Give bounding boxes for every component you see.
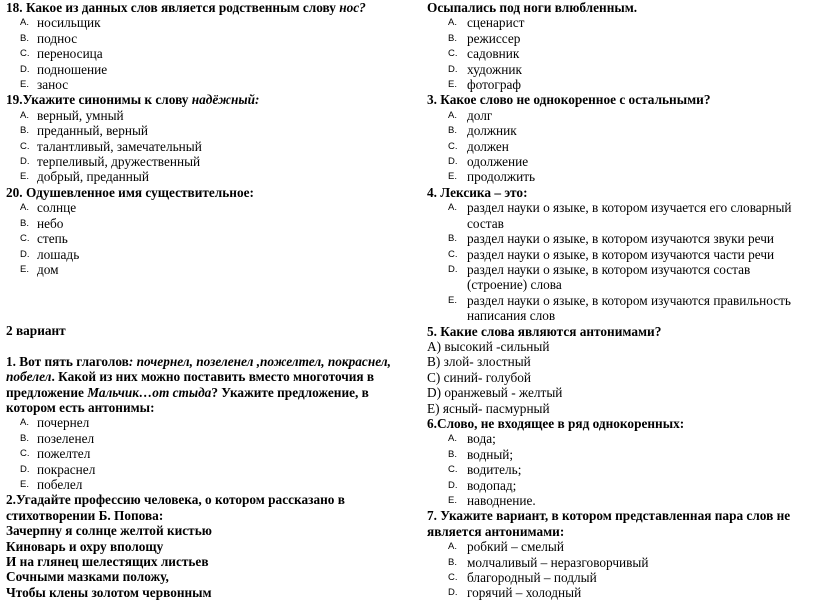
poem-line: Киноварь и охру вполощу — [6, 538, 164, 554]
option-text: позеленел — [37, 430, 95, 446]
option-text: поднос — [37, 30, 78, 46]
option-item — [427, 570, 812, 585]
left-column — [6, 0, 401, 600]
option-letter: C. — [20, 233, 30, 245]
q1-part: ? Укажите предложение, в котором есть антонимы: — [6, 384, 369, 415]
option-text: верный, умный — [37, 107, 124, 123]
option-item — [427, 62, 812, 77]
option-item — [6, 139, 401, 154]
option-item — [427, 585, 812, 600]
option-item — [427, 447, 812, 462]
poem-line: Сочными мазками положу, — [6, 569, 169, 585]
option-item — [6, 262, 401, 277]
option-text-line: (строение) слова — [467, 277, 562, 293]
question-text: 18. Какое из данных слов является родственным слову — [6, 0, 340, 15]
option-text: долг — [467, 107, 493, 123]
poem-line: Чтобы клены золотом червонным — [6, 584, 212, 600]
option-text: одолжение — [467, 154, 529, 170]
option-item — [6, 154, 401, 169]
option-text: вода; — [467, 431, 496, 447]
option-text-line: раздел науки о языке, в котором изучается его словарный — [467, 200, 792, 216]
option-letter: B. — [20, 32, 29, 44]
q1-part: 1. Вот пять глаголов — [6, 353, 129, 369]
option-letter: A. — [448, 202, 457, 214]
option-text: степь — [37, 231, 68, 247]
q1-part: . Какой из них можно поставить вместо многоточия в предложение — [6, 369, 375, 400]
option-item: В) злой- злостный — [427, 354, 531, 370]
option-item — [6, 477, 401, 492]
option-letter: B. — [448, 125, 457, 137]
option-letter: E. — [20, 79, 29, 91]
option-letter: A. — [448, 109, 457, 121]
option-item — [427, 262, 812, 293]
option-text: наводнение. — [467, 493, 536, 508]
option-text: водный; — [467, 446, 514, 462]
option-letter: E. — [448, 79, 457, 91]
option-letter: A. — [448, 541, 457, 553]
option-letter: C. — [448, 248, 458, 260]
option-item — [427, 200, 812, 231]
option-text: фотограф — [467, 77, 521, 93]
option-text: горячий – холодный — [467, 585, 582, 601]
option-letter: C. — [448, 464, 458, 476]
options-v1 — [6, 415, 401, 492]
option-item — [6, 431, 401, 446]
option-item: С) синий- голубой — [427, 369, 531, 385]
option-letter: A. — [20, 417, 29, 429]
option-text-line: написания слов — [467, 308, 556, 324]
option-item — [427, 478, 812, 493]
option-text-line: раздел науки о языке, в котором изучаются звуки речи — [467, 231, 775, 247]
option-letter: C. — [20, 448, 30, 460]
option-text: почернел — [37, 415, 90, 431]
option-text: занос — [37, 77, 69, 93]
question-keyword: надёжный: — [191, 92, 260, 108]
option-item — [427, 154, 812, 169]
option-letter: C. — [20, 48, 30, 60]
question-3: 3. Какое слово не однокоренное с остальными? — [427, 92, 711, 108]
question-text: 19.Укажите синонимы к слову — [6, 92, 192, 108]
option-text-line: состав — [467, 215, 504, 231]
option-item — [427, 247, 812, 262]
option-text: преданный, верный — [37, 123, 149, 139]
option-letter: D. — [20, 463, 30, 475]
option-text: носильщик — [37, 15, 101, 31]
option-item — [427, 293, 812, 324]
option-text: благородный – подлый — [467, 570, 597, 586]
option-letter: D. — [448, 263, 458, 275]
option-text: добрый, преданный — [37, 169, 149, 185]
option-item — [6, 169, 401, 184]
option-item — [427, 493, 812, 508]
options-q20 — [6, 200, 401, 277]
option-item — [6, 77, 401, 92]
options-q6 — [427, 431, 812, 508]
option-text: молчаливый – неразговорчивый — [467, 554, 649, 570]
option-letter: E. — [20, 263, 29, 275]
option-item — [427, 431, 812, 446]
option-letter: E. — [448, 495, 457, 506]
option-text: переносица — [37, 46, 103, 62]
option-letter: D. — [20, 156, 30, 168]
option-item — [6, 200, 401, 215]
options-q4 — [427, 200, 812, 323]
options-q3 — [427, 108, 812, 185]
option-letter: A. — [20, 109, 29, 121]
question-keyword: нос? — [339, 0, 366, 15]
option-text: садовник — [467, 46, 520, 62]
option-item — [427, 123, 812, 138]
option-text: робкий – смелый — [467, 539, 564, 555]
option-item — [6, 15, 401, 30]
option-letter: A. — [448, 17, 457, 29]
options-q18 — [6, 15, 401, 92]
option-item — [427, 555, 812, 570]
option-item — [6, 415, 401, 430]
option-item — [427, 46, 812, 61]
option-item — [6, 123, 401, 138]
option-item — [6, 247, 401, 262]
option-letter: B. — [448, 233, 457, 245]
option-text: подношение — [37, 61, 108, 77]
option-item — [6, 46, 401, 61]
question-6: 6.Слово, не входящее в ряд однокоренных: — [427, 415, 685, 431]
option-item: Е) ясный- пасмурный — [427, 400, 550, 416]
option-item — [427, 539, 812, 554]
option-letter: E. — [448, 294, 457, 306]
option-item — [6, 446, 401, 461]
v-question-1 — [6, 354, 401, 416]
option-text: художник — [467, 61, 522, 77]
option-letter: B. — [20, 432, 29, 444]
option-letter: A. — [20, 202, 29, 214]
option-text: небо — [37, 215, 64, 231]
option-item — [6, 108, 401, 123]
question-19 — [6, 92, 401, 107]
option-letter: E. — [20, 478, 29, 490]
option-letter: E. — [20, 171, 29, 183]
option-item — [427, 231, 812, 246]
option-letter: D. — [20, 248, 30, 260]
option-letter: D. — [448, 479, 458, 491]
v-question-2: 2.Угадайте профессию человека, о котором рассказано в стихотворении Б. Попова: — [6, 492, 345, 523]
question-4: 4. Лексика – это: — [427, 184, 528, 200]
option-letter: D. — [448, 63, 458, 75]
option-letter: E. — [448, 171, 457, 183]
options-q19 — [6, 108, 401, 185]
question-18 — [6, 0, 401, 15]
option-text: сценарист — [467, 15, 525, 31]
poem-line: Зачерпну я солнце желтой кистью — [6, 523, 212, 539]
q1-verbs: : почернел, позеленел ,пожелтел, покраснел, побелел — [6, 353, 391, 385]
option-text: покраснел — [37, 461, 96, 477]
option-item — [427, 462, 812, 477]
option-item — [6, 62, 401, 77]
question-5: 5. Какие слова являются антонимами? — [427, 323, 662, 339]
option-letter: C. — [448, 140, 458, 152]
option-letter: B. — [448, 556, 457, 568]
question-20: 20. Одушевленное имя существительное: — [6, 184, 254, 200]
option-item: D) оранжевый - желтый — [427, 385, 563, 401]
option-item — [427, 139, 812, 154]
option-text: дом — [37, 261, 59, 277]
option-item — [6, 216, 401, 231]
option-item — [427, 169, 812, 184]
variant-heading: 2 вариант — [6, 323, 66, 339]
question-7: 7. Укажите вариант, в котором представленная пара слов не является антонимами: — [427, 508, 791, 539]
option-text: побелел — [37, 476, 83, 492]
option-letter: B. — [448, 448, 457, 460]
option-letter: B. — [448, 32, 457, 44]
poem — [6, 523, 401, 600]
option-text: лошадь — [37, 246, 80, 262]
option-letter: D. — [20, 63, 30, 75]
option-item — [427, 108, 812, 123]
option-text-line: раздел науки о языке, в котором изучаются состав — [467, 261, 751, 277]
option-item — [6, 231, 401, 246]
option-letter: D. — [448, 587, 458, 599]
option-text-line: раздел науки о языке, в котором изучаются части речи — [467, 246, 775, 262]
options-profession — [427, 15, 812, 92]
option-item — [427, 31, 812, 46]
q1-sentence: Мальчик…от стыда — [87, 384, 212, 400]
options-q7 — [427, 539, 812, 601]
option-text-line: раздел науки о языке, в котором изучаются правильность — [467, 292, 791, 308]
option-item: А) высокий -сильный — [427, 338, 550, 354]
poem-end: Осыпались под ноги влюбленным. — [427, 0, 638, 15]
right-column — [427, 0, 812, 601]
option-item — [6, 462, 401, 477]
option-text: талантливый, замечательный — [37, 138, 202, 154]
option-text: режиссер — [467, 30, 521, 46]
option-text: пожелтел — [37, 446, 91, 462]
option-item — [427, 15, 812, 30]
option-text: должник — [467, 123, 517, 139]
option-letter: D. — [448, 156, 458, 168]
option-text: терпеливый, дружественный — [37, 154, 201, 170]
poem-line: И на глянец шелестящих листьев — [6, 554, 209, 569]
option-item — [6, 31, 401, 46]
option-letter: B. — [20, 125, 29, 137]
option-letter: C. — [448, 48, 458, 60]
options-q5 — [427, 339, 812, 416]
option-text: должен — [467, 138, 509, 154]
option-letter: C. — [448, 572, 458, 584]
option-text: водопад; — [467, 477, 517, 493]
option-letter: B. — [20, 217, 29, 229]
option-text: солнце — [37, 200, 77, 216]
option-text: водитель; — [467, 462, 522, 478]
option-letter: A. — [20, 17, 29, 29]
option-letter: C. — [20, 140, 30, 152]
option-text: продолжить — [467, 169, 536, 185]
option-letter: A. — [448, 433, 457, 445]
option-item — [427, 77, 812, 92]
